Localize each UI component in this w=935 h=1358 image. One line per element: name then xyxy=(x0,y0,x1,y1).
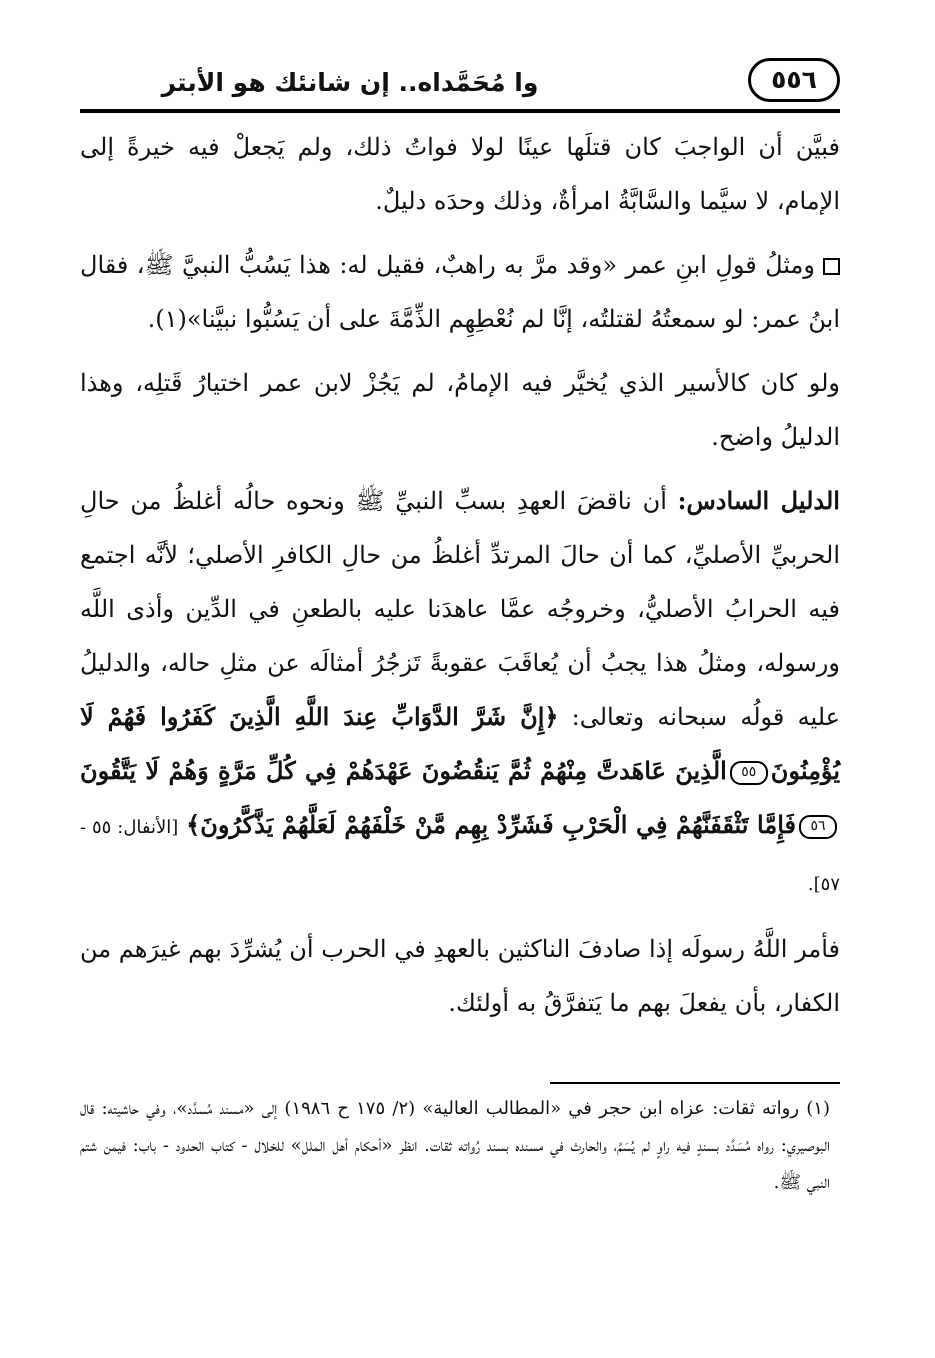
paragraph-1: فبيَّن أن الواجبَ كان قتلَها عينًا لولا فواتُ ذلك، ولم يَجعلْ فيه خيرةً إلى الإمام، لا سيَّما والسَّابَّةُ امرأةٌ، وذلك وحدَه دليلٌ. xyxy=(80,133,840,215)
quran-verse-1: ﴿إِنَّ شَرَّ الدَّوَابِّ عِندَ اللَّهِ الَّذِينَ كَفَرُوا فَهُمْ لَا يُؤْمِنُونَ xyxy=(80,702,840,785)
page-title: وا مُحَمَّداه.. إن شانئك هو الأبتر xyxy=(161,68,539,97)
main-text xyxy=(80,120,840,1040)
footnote-separator xyxy=(550,1082,840,1084)
ayah-number-55: ٥٥ xyxy=(730,761,768,785)
quran-verse-2: الَّذِينَ عَاهَدتَّ مِنْهُمْ ثُمَّ يَنقُضُونَ عَهْدَهُمْ فِي كُلِّ مَرَّةٍ وَهُمْ لَا يَتَّقُونَ xyxy=(80,756,727,785)
paragraph-2-text: ومثلُ قولِ ابنِ عمر «وقد مرَّ به راهبٌ، فقيل له: هذا يَسُبُّ النبيَّ ﷺ، فقال ابنُ عمر: لو سمعتُهُ لقتلتُه، إنَّا لم نُعْطِهِم الذِّمَّةَ على أن يَسُبُّوا نبيَّنا»(١). xyxy=(80,251,840,333)
quran-verse-3: فَإِمَّا تَثْقَفَنَّهُمْ فِي الْحَرْبِ فَشَرِّدْ بِهِم مَّنْ خَلْفَهُمْ لَعَلَّهُمْ يَذَّكَّرُونَ﴾ xyxy=(186,810,796,839)
sixth-proof-heading: الدليل السادس: xyxy=(677,486,840,515)
closing-paragraph: فأمر اللَّهُ رسولَه إذا صادفَ الناكثين بالعهدِ في الحرب أن يُشرِّدَ بهم غيرَهم من الكفار، بأن يفعلَ بهم ما يَتفرَّقُ به أولئك. xyxy=(80,935,840,1017)
page-number: ٥٥٦ xyxy=(748,58,840,102)
surah-citation: [الأنفال: ٥٥ - ٥٧]. xyxy=(80,817,840,895)
paragraph-3: ولو كان كالأسير الذي يُخيَّر فيه الإمامُ، لم يَجُزْ لابن عمر اختيارُ قَتلِه، وهذا الدليلُ واضح. xyxy=(80,369,840,451)
sixth-proof-text: أن ناقضَ العهدِ بسبِّ النبيِّ ﷺ ونحوه حالُه أغلظُ من حالِ الحربيِّ الأصليِّ، كما أن حالَ المرتدِّ أغلظُ من حالِ الكافرِ الأصلي؛ لأنَّه اجتمع فيه الحرابُ الأصليُّ، وخروجُه عمَّا عاهدَنا عليه بالطعنِ في الدِّين وأذى اللَّه ورسوله، ومثلُ هذا يجبُ أن يُعاقَبَ عقوبةً تَزجُرُ أمثالَه عن مثلِ حاله، والدليلُ عليه قولُه سبحانه وتعالى: xyxy=(80,487,840,731)
sixth-proof-paragraph xyxy=(80,474,840,912)
paragraph-2 xyxy=(80,238,840,346)
footnote-1: (١) رواته ثقات: عزاه ابن حجر في «المطالب العالية» (٢/ ١٧٥ ح ١٩٨٦) إلى «مسند مُسدَّد»، وفي حاشيته: قال البوصيري: رواه مُسَدَّد بسندٍ فيه راوٍ لم يُسَمَّ، والحارث في مسنده بسند رُواته ثقات. انظر «أحكام أهل الملل» للخلال - كتاب الحدود - باب: فيمن شتم النبي ﷺ. xyxy=(80,1098,830,1193)
header-rule xyxy=(80,109,840,113)
running-header xyxy=(80,58,840,108)
paragraph-marker-icon xyxy=(823,258,840,275)
ayah-number-56: ٥٦ xyxy=(799,815,837,839)
